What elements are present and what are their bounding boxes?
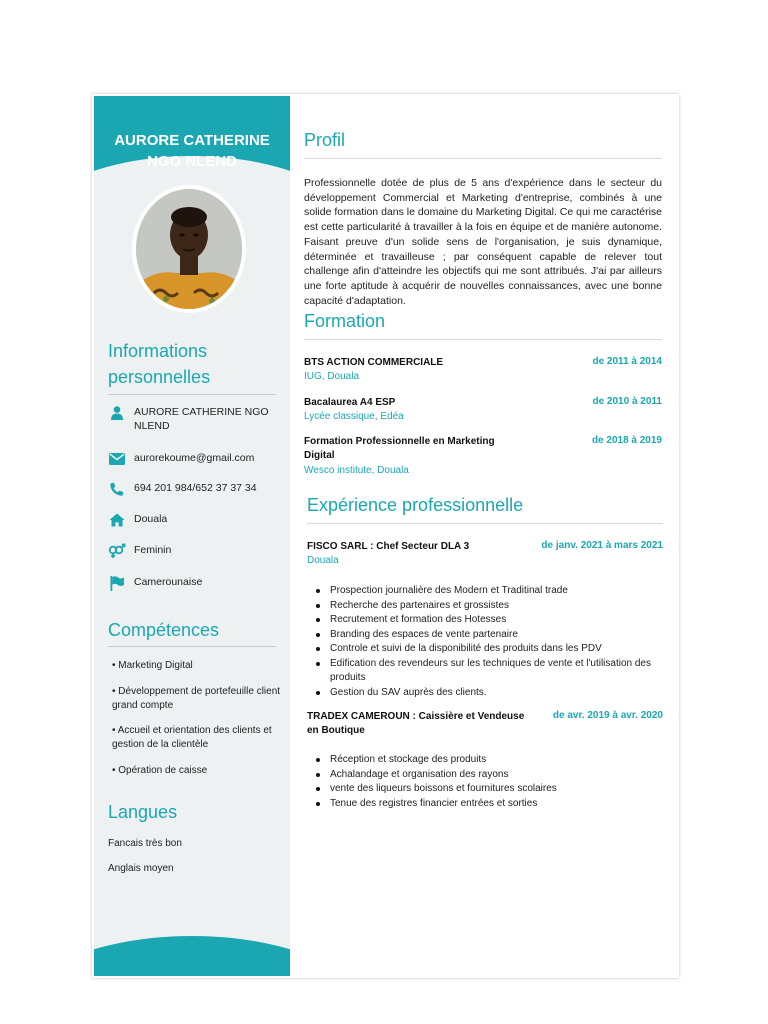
info-email: [108, 451, 280, 467]
gender-icon: [108, 543, 126, 559]
education-degree: Bacalaurea A4 ESP: [304, 397, 396, 408]
education-dates: de 2010 à 2011: [592, 396, 662, 407]
skill-item: • Accueil et orientation des clients et gestion de la clientèle: [112, 725, 272, 750]
name-line-1: AURORE CATHERINE: [114, 132, 270, 149]
job-title: TRADEX CAMEROUN : Caissière et Vendeuse en Boutique: [307, 711, 525, 736]
personal-info-title: [108, 338, 210, 390]
profile-title: Profil: [304, 130, 346, 150]
info-email-text: aurorekoume@gmail.com: [134, 452, 255, 464]
education-dates: de 2018 à 2019: [591, 435, 662, 446]
profile-photo: [136, 189, 242, 309]
info-gender-text: Feminin: [134, 544, 172, 556]
job-task: Recherche des partenaires et grossistes: [310, 599, 666, 614]
info-nationality-text: Camerounaise: [134, 576, 203, 588]
personal-info-rule: [108, 394, 276, 395]
skills-title: Compétences: [108, 620, 220, 640]
job-tasks-list: [310, 584, 666, 700]
info-nationality: [108, 575, 280, 591]
phone-icon: [108, 481, 126, 497]
education-title: Formation: [304, 311, 386, 331]
profile-photo-frame: [132, 185, 246, 313]
personal-info-title-line-2: personnelles: [108, 367, 211, 387]
mail-icon: [108, 451, 126, 467]
job-dates: de avr. 2019 à avr. 2020: [552, 710, 663, 721]
skill-item: • Développement de portefeuille client grand compte: [112, 686, 281, 711]
job-title: FISCO SARL : Chef Secteur DLA 3: [307, 541, 470, 552]
job-task: Controle et suivi de la disponibilité des produits dans les PDV: [310, 642, 666, 657]
experience-title: Expérience professionnelle: [307, 495, 524, 515]
job-task: Recrutement et formation des Hotesses: [310, 613, 666, 628]
sidebar-footer-band: [94, 936, 290, 976]
info-phone: [108, 481, 280, 497]
flag-icon: [108, 575, 126, 591]
job-task: Achalandage et organisation des rayons: [310, 768, 666, 783]
profile-rule: [304, 158, 662, 159]
portrait-illustration: [136, 189, 242, 309]
personal-info-title-line-1: Informations: [108, 341, 208, 361]
name-line-2: NGO NLEND: [147, 153, 237, 170]
skills-rule: [108, 646, 276, 647]
job-place: Douala: [307, 555, 339, 566]
education-degree: Formation Professionnelle en Marketing Digital: [304, 436, 495, 461]
job-task: Branding des espaces de vente partenaire: [310, 628, 666, 643]
profile-text: Professionnelle dotée de plus de 5 ans d'expérience dans le secteur du développement Commercial et Marketing d'entreprise, combinés à une solide formation dans le domaine du Marketing Digital. Ce qui me caractérise est cette particularité à travailler à la fois en équipe et de manière autonome. Faisant preuve d'un solide sens de l'organisation, je suis dynamique, déterminée et travailleuse ; par conséquent capable de relever tout challenge afin d'atteindre les objectifs qui me sont attribués. J'ai par ailleurs une forte aptitude à acquérir de nouvelles connaissances, avec une bonne capacité d'adaptation.: [304, 177, 662, 307]
languages-title: Langues: [108, 802, 178, 822]
job-dates: de janv. 2021 à mars 2021: [541, 540, 663, 551]
job-task: Tenue des registres financier entrées et sorties: [310, 797, 666, 812]
education-place: Wesco institute, Douala: [304, 465, 409, 476]
info-city-text: Douala: [134, 513, 168, 525]
main-content: [290, 96, 678, 976]
education-degree: BTS ACTION COMMERCIALE: [304, 357, 444, 368]
job-task: Gestion du SAV auprès des clients.: [310, 686, 666, 701]
sidebar: [94, 96, 290, 976]
info-name: [108, 405, 280, 433]
info-city: [108, 512, 280, 528]
education-place: IUG, Douala: [304, 371, 360, 382]
skill-item: • Marketing Digital: [112, 660, 193, 671]
job-task: Prospection journalière des Modern et Traditinal trade: [310, 584, 666, 599]
education-dates: de 2011 à 2014: [592, 356, 662, 367]
skill-item: • Opération de caisse: [112, 765, 208, 776]
job-task: vente des liqueurs boissons et fournitures scolaires: [310, 782, 666, 797]
job-tasks-list: [310, 753, 666, 811]
language-item: Fancais très bon: [108, 838, 182, 849]
education-place: Lycée classique, Edéa: [304, 411, 404, 422]
info-phone-text: 694 201 984/652 37 37 34: [134, 482, 257, 494]
job-task: Réception et stockage des produits: [310, 753, 666, 768]
experience-rule: [307, 523, 663, 524]
info-gender: [108, 543, 280, 559]
info-name-text: AURORE CATHERINE NGO NLEND: [134, 406, 269, 432]
education-rule: [304, 339, 662, 340]
home-icon: [108, 512, 126, 528]
full-name: [94, 130, 290, 172]
language-item: Anglais moyen: [108, 863, 174, 874]
user-icon: [108, 405, 126, 421]
job-task: Edification des revendeurs sur les techniques de vente et l'utilisation des produits: [310, 657, 666, 686]
